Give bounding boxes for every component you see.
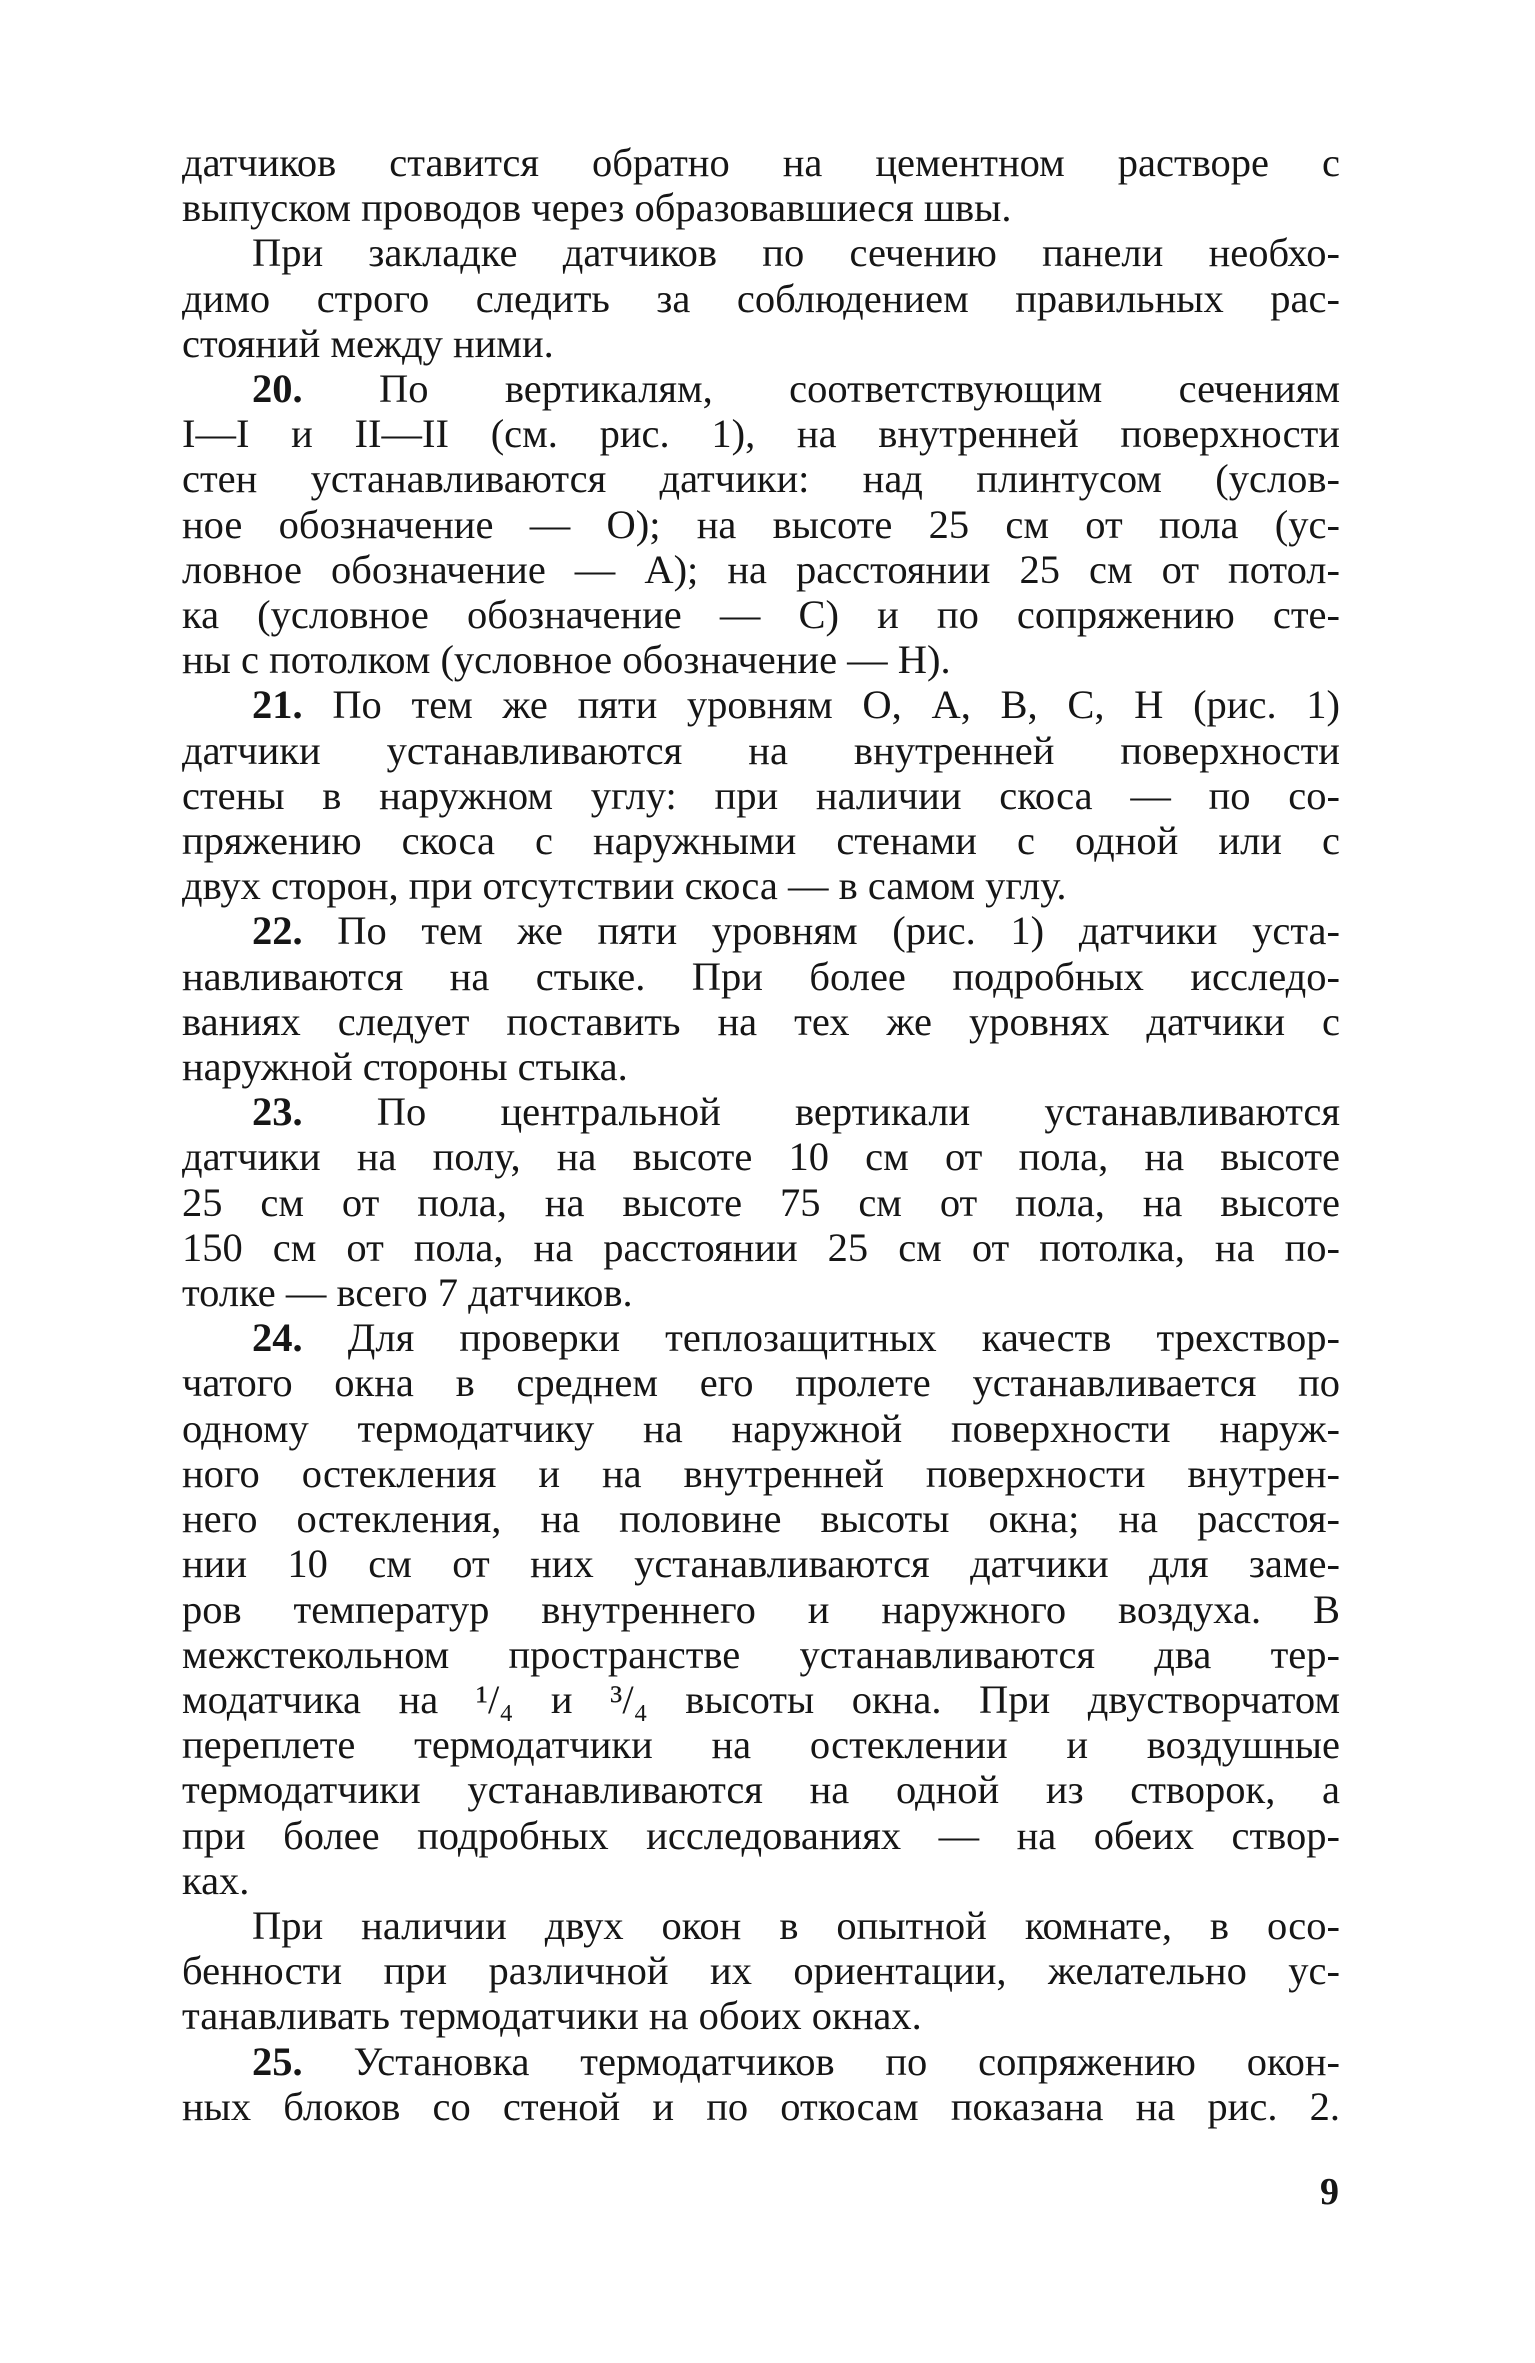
line-text: ваниях следует поставить на тех же уровнях датчики с [182,998,1340,1044]
line-text: навливаются на стыке. При более подробных исследо- [182,953,1340,999]
line-text: толке — всего 7 датчиков. [182,1270,633,1316]
text-line [182,773,1340,818]
line-text: датчиков ставится обратно на цементном растворе с [182,140,1340,185]
text-line [182,547,1340,592]
line-text: чатого окна в среднем его пролете устанавливается по [182,1360,1340,1406]
paragraph-number: 20. [252,366,379,412]
text-line [182,1722,1340,1767]
text-line [182,863,1340,908]
line-text: По центральной вертикали устанавливаются [376,1089,1340,1135]
line-text: при более подробных исследованиях — на обеих створ- [182,1812,1340,1858]
text-line [182,1767,1340,1812]
line-text: ного остекления и на внутренней поверхности внутрен- [182,1450,1340,1496]
text-line [182,1315,1340,1360]
line-text: ров температур внутреннего и наружного воздуха. В [182,1586,1340,1632]
text-line [182,1496,1340,1541]
line-text: стен устанавливаются датчики: над плинтусом (услов- [182,456,1340,502]
text-line [182,999,1340,1044]
paragraph-number: 22. [252,908,338,954]
text-line [182,2039,1340,2084]
line-text: датчики на полу, на высоте 10 см от пола, на высоте [182,1134,1340,1180]
line-text: бенности при различной их ориентации, желательно ус- [182,1948,1340,1994]
text-line [182,1451,1340,1496]
line-text: одному термодатчику на наружной поверхности наруж- [182,1405,1340,1451]
line-text: переплете термодатчики на остеклении и воздушные [182,1722,1340,1768]
text-line [182,1270,1340,1315]
text-line [182,637,1340,682]
text-line [182,1180,1340,1225]
text-line [182,502,1340,547]
line-text: наружной стороны стыка. [182,1044,628,1090]
text-line [182,276,1340,321]
line-text: По вертикалям, соответствующим сечениям [378,366,1340,412]
line-text: 150 см от пола, на расстоянии 25 см от потолка, на по- [182,1224,1340,1270]
text-line [182,1903,1340,1948]
line-text: стояний между ними. [182,320,554,366]
text-line [182,728,1340,773]
text-line [182,1225,1340,1270]
line-text: двух сторон, при отсутствии скоса — в самом углу. [182,863,1067,909]
text-line [182,1858,1340,1903]
line-text: 25 см от пола, на высоте 75 см от пола, на высоте [182,1179,1340,1225]
line-text: Для проверки теплозащитных качеств трехствор- [347,1315,1341,1361]
line-text: ка (условное обозначение — С) и по сопряжению сте- [182,592,1340,638]
line-text: ных блоков со стеной и по откосам показана на рис. 2. [182,2083,1340,2129]
text-line [182,185,1340,230]
text-line [182,1044,1340,1089]
text-line [182,366,1340,411]
text-line [182,592,1340,637]
text-line [182,682,1340,727]
text-line [182,140,1340,185]
text-line [182,1632,1340,1677]
text-line [182,818,1340,863]
line-text: танавливать термодатчики на обоих окнах. [182,1993,922,2039]
line-text: межстекольном пространстве устанавливаются два тер- [182,1631,1340,1677]
paragraph-number: 24. [252,1315,348,1361]
text-line [182,1360,1340,1405]
text-line [182,321,1340,366]
text-line [182,954,1340,999]
body-text [182,140,1340,2129]
line-text: Установка термодатчиков по сопряжению окон- [353,2038,1341,2084]
text-line [182,1134,1340,1179]
text-line [182,908,1340,953]
line-text: По тем же пяти уровням О, А, В, С, Н (рис. 1) [332,682,1340,728]
line-text: димо строго следить за соблюдением правильных рас- [182,275,1340,321]
paragraph-number: 25. [252,2038,354,2084]
text-line [182,1813,1340,1858]
paragraph-number: 21. [252,682,333,728]
line-text: термодатчики устанавливаются на одной из створок, а [182,1767,1340,1813]
text-line [182,1948,1340,1993]
line-text: него остекления, на половине высоты окна; на расстоя- [182,1496,1340,1542]
paragraph-number: 23. [252,1089,377,1135]
line-text: модатчика на ¹/₄ и ³/₄ высоты окна. При двустворчатом [182,1676,1340,1722]
line-text: нии 10 см от них устанавливаются датчики для заме- [182,1541,1340,1587]
line-text: выпуском проводов через образовавшиеся швы. [182,185,1012,231]
line-text: датчики устанавливаются на внутренней поверхности [182,727,1340,773]
text-line [182,456,1340,501]
text-line [182,1089,1340,1134]
line-text: ны с потолком (условное обозначение — Н). [182,637,951,683]
text-line [182,1587,1340,1632]
text-line [182,1993,1340,2038]
text-line [182,1541,1340,1586]
text-line [182,230,1340,275]
text-line [182,1406,1340,1451]
line-text: ках. [182,1857,250,1903]
text-line [182,2084,1340,2129]
line-text: стены в наружном углу: при наличии скоса — по со- [182,772,1340,818]
line-text: ловное обозначение — А); на расстоянии 25 см от потол- [182,546,1340,592]
line-text: пряжению скоса с наружными стенами с одной или с [182,818,1340,864]
line-text: I—I и II—II (см. рис. 1), на внутренней поверхности [182,411,1340,457]
line-text: ное обозначение — О); на высоте 25 см от пола (ус- [182,501,1340,547]
line-text: По тем же пяти уровням (рис. 1) датчики уста- [337,908,1340,954]
line-text: При наличии двух окон в опытной комнате, в осо- [252,1902,1340,1948]
line-text: При закладке датчиков по сечению панели необхо- [252,230,1340,276]
document-page [182,140,1340,2129]
page-number: 9 [1320,2171,1339,2213]
text-line [182,411,1340,456]
text-line [182,1677,1340,1722]
